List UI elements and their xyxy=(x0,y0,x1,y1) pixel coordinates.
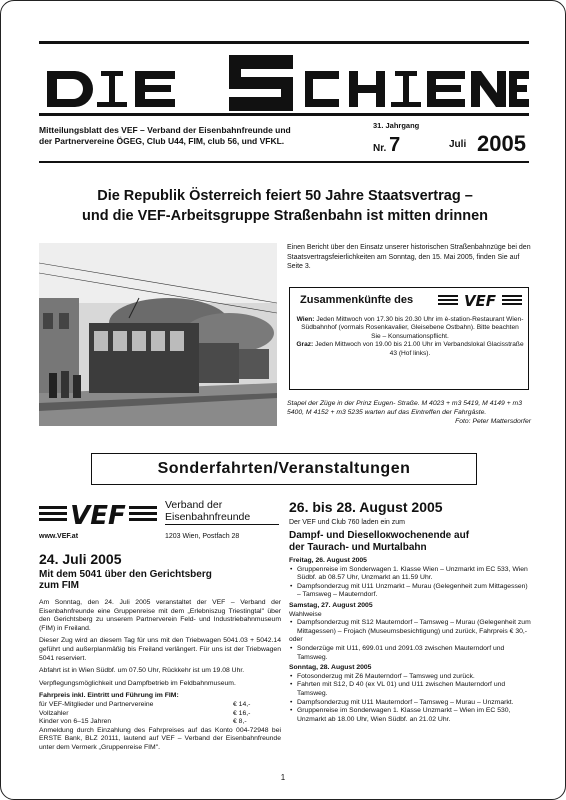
masthead-bottom-rule xyxy=(39,113,529,116)
vef-address: 1203 Wien, Postfach 28 xyxy=(165,533,240,540)
vef-name-line1: Verband der xyxy=(165,499,223,511)
event1-para4: Verpflegungsmöglichkeit und Dampfbetrieb im Feldbahnmuseum. xyxy=(39,679,236,687)
day2-or: oder xyxy=(289,636,303,644)
list-item: • Gruppenreise im Sonderwagen 1. Klasse Unzmarkt – Wien im EC 530, Unzmarkt ab 18.00 Uhr, Wien Südbf. an 21.02 Uhr. xyxy=(297,707,531,724)
fee-row xyxy=(39,718,281,727)
meetings-title: Zusammenkünfte des xyxy=(300,294,414,306)
list-item: • Sonderzüge mit U11, 699.01 und 2091.03 zwischen Mauterndorf und Tamsweg. xyxy=(297,645,531,662)
photo-caption xyxy=(287,399,531,426)
event1-para1: Am Sonntag, den 24. Juli 2005 veranstaltet der VEF – Verband der Eisenbahnfreunde eine Gruppenreise mit dem „Erlebniszug Triestingtal" über den Gerichtsberg zu unserem Partnerverein Feld- und Industriebahnmuseum (FIM) in Freiland. xyxy=(39,599,281,632)
headline xyxy=(39,186,531,226)
masthead-logo xyxy=(39,41,529,111)
intro-text: Einen Bericht über den Einsatz unserer historischen Straßenbahnzüge bei den Staatsvertragsfeierlichkeiten am Sonntag, den 15. Mai 2005, finden Sie auf Seite 3. xyxy=(287,244,531,270)
event1-para3: Abfahrt ist in Wien Südbf. um 07.50 Uhr, Rückkehr ist um 19.08 Uhr. xyxy=(39,667,245,675)
list-item: • Dampfsonderzug mit S12 Mauterndorf – Tamsweg – Murau (Gelegenheit zum Mittagessen) – Frojach (Museumsbesichtigung) und zurück, Fahrpreis € 30,- xyxy=(297,619,531,636)
fee-label: für VEF-Mitglieder und Partnervereine xyxy=(39,700,154,708)
event1-para2: Dieser Zug wird an diesem Tag für uns mit den Triebwagen 5041.03 + 5042.14 geführt und außerplanmäßig bis Freiland verlängert. Für uns ist der Triebwagen 5041 reserviert. xyxy=(39,637,281,662)
tram-photo xyxy=(39,243,277,426)
headline-line1: Die Republik Österreich feiert 50 Jahre Staatsvertrag – xyxy=(97,188,473,204)
fees-title: Fahrpreis inkl. Eintritt und Führung im FIM: xyxy=(39,692,179,700)
event1-date: 24. Juli 2005 xyxy=(39,551,122,567)
day1-heading: Freitag, 26. August 2005 xyxy=(289,557,367,564)
fee-row xyxy=(39,710,281,719)
meetings-box xyxy=(289,287,529,390)
fee-label: Kinder von 6–15 Jahren xyxy=(39,718,112,726)
fee-label: Vollzahler xyxy=(39,709,69,717)
day2-list xyxy=(289,619,531,636)
vef-logo-small-text: VEF xyxy=(463,292,497,308)
issue-info xyxy=(373,121,531,159)
header-rule xyxy=(39,161,529,163)
day2-note: Wahlweise xyxy=(289,610,322,618)
vef-logo-small xyxy=(438,292,522,308)
graz-text: Jeden Mittwoch von 19.00 bis 21.00 Uhr im Verbandslokal Glacisstraße 43 (Hof links). xyxy=(315,341,524,357)
event2-date: 26. bis 28. August 2005 xyxy=(289,499,443,515)
masthead xyxy=(39,41,529,111)
list-item: • Fotosonderzug mit Z6 Mauterndorf – Tamsweg und zurück. xyxy=(297,673,531,682)
headline-line2: und die VEF-Arbeitsgruppe Straßenbahn ist mitten drinnen xyxy=(81,208,489,224)
subhead xyxy=(39,125,369,147)
list-item: • Fahrten mit S12, D 40 (ex VL 01) und U11 zwischen Mauterndorf und Tamsweg. xyxy=(297,681,531,698)
day1-list xyxy=(289,566,531,600)
wien-label: Wien: xyxy=(296,316,315,323)
issue-month: Juli xyxy=(449,139,467,150)
vef-divider xyxy=(165,524,279,525)
day2-list-alt xyxy=(289,645,531,662)
day2-heading: Samstag, 27. August 2005 xyxy=(289,601,373,609)
vef-name xyxy=(165,499,250,523)
event2-lead: Der VEF und Club 760 laden ein zum xyxy=(289,519,405,526)
caption-text: Stapel der Züge in der Prinz Eugen- Straße. M 4023 + m3 5419, M 4149 + m3 5400, M 4152 + m3 5235 warten auf das Eintreffen der Fahrgäste. xyxy=(287,400,523,416)
vef-name-line2: Eisenbahnfreunde xyxy=(165,511,251,523)
vef-logo-text: VEF xyxy=(70,501,126,527)
volume-label: 31. Jahrgang xyxy=(373,121,420,130)
list-item: • Gruppenreise im Sonderwagen 1. Klasse Wien – Unzmarkt im EC 533, Wien Südbf. ab 08.57 Uhr, Unzmarkt an 11.59 Uhr. xyxy=(297,566,531,583)
issue-number xyxy=(373,134,400,157)
page-number: 1 xyxy=(280,773,286,782)
event2-body xyxy=(289,557,531,724)
wien-text: Jeden Mittwoch von 17.30 bis 20.30 Uhr im è-station-Restaurant Wien-Südbahnhof (vormals Rosenkavalier, Gleisebene Ostbahn). Bitte beachten Sie – Konsumationspflicht. xyxy=(301,316,524,340)
meetings-text xyxy=(296,316,524,358)
day3-list xyxy=(289,673,531,725)
event1-para5: Anmeldung durch Einzahlung des Fahrpreises auf das Konto 004-72948 bei ERSTE Bank, BLZ 20111, lautend auf VEF – Verband der Eisenbahnfreunde unter dem Vermerk „Gruppenreise FIM". xyxy=(39,726,281,751)
event1-body xyxy=(39,599,281,757)
fee-value: € 16,- xyxy=(233,709,251,717)
photo-credit: Foto: Peter Mattersdorfer xyxy=(455,418,531,425)
subhead-line2: der Partnervereine ÖGEG, Club U44, FIM, club 56, und VFKL. xyxy=(39,136,285,146)
event1-title-line1: Mit dem 5041 über den Gerichtsberg xyxy=(39,569,212,580)
subhead-line1: Mitteilungsblatt des VEF – Verband der Eisenbahnfreunde und xyxy=(39,125,291,135)
list-item: • Dampfsonderzug mit U11 Unzmarkt – Murau (Gelegenheit zum Mittagessen) – Tamsweg – Mauterndorf. xyxy=(297,583,531,600)
event2-title-line1: Dampf- und Dieselloкwochenende auf xyxy=(289,530,470,541)
issue-year: 2005 xyxy=(477,131,526,156)
event1-title xyxy=(39,569,212,591)
vef-url: www.VEF.at xyxy=(39,533,79,540)
issue-number-label: Nr. xyxy=(373,143,387,154)
fee-row xyxy=(39,701,281,710)
fee-value: € 8,- xyxy=(233,718,247,726)
event2-title-line2: der Taurach- und Murtalbahn xyxy=(289,542,427,553)
section-banner: Sonderfahrten/Veranstaltungen xyxy=(91,453,477,485)
list-item: • Dampfsonderzug mit U11 Mauterndorf – Tamsweg – Murau – Unzmarkt. xyxy=(297,699,531,708)
event2-title xyxy=(289,530,469,554)
graz-label: Graz: xyxy=(296,341,314,349)
fee-value: € 14,- xyxy=(233,700,251,708)
vef-logo xyxy=(39,501,157,527)
day3-heading: Sonntag, 28. August 2005 xyxy=(289,664,372,672)
issue-number-value: 7 xyxy=(389,134,401,156)
event1-title-line2: zum FIM xyxy=(39,580,79,591)
